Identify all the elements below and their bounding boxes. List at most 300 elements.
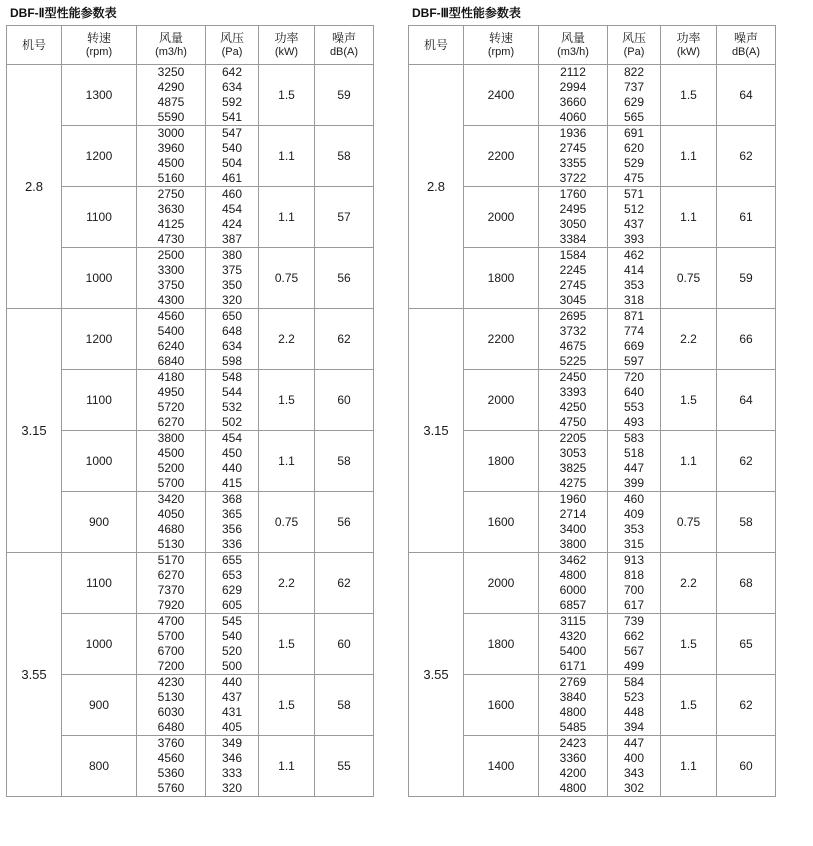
table-row <box>7 431 374 492</box>
flow-value: 3722 <box>559 171 587 185</box>
pressure-value: 822 <box>623 65 645 79</box>
cell-noise: 62 <box>717 675 776 736</box>
header-flow: 风量 (m3/h) <box>137 26 206 65</box>
table-row <box>409 65 776 126</box>
pressure-value: 462 <box>623 248 645 262</box>
table-row <box>7 675 374 736</box>
perf-table-panel-1 <box>6 4 391 797</box>
cell-rpm: 1000 <box>62 248 137 309</box>
cell-pressure <box>608 126 661 187</box>
pressure-value: 415 <box>221 476 243 490</box>
flow-value: 1584 <box>559 248 587 262</box>
cell-rpm: 1800 <box>464 614 539 675</box>
flow-value: 6840 <box>157 354 185 368</box>
table-row <box>409 675 776 736</box>
pressure-value: 598 <box>221 354 243 368</box>
flow-value: 3960 <box>157 141 185 155</box>
table-row <box>7 370 374 431</box>
pressure-value: 336 <box>221 537 243 551</box>
pressure-value: 346 <box>221 751 243 765</box>
pressure-value: 368 <box>221 492 243 506</box>
pressure-value: 393 <box>623 232 645 246</box>
flow-value: 4800 <box>559 705 587 719</box>
cell-model: 2.8 <box>7 65 62 309</box>
cell-flow <box>137 492 206 553</box>
cell-flow <box>539 614 608 675</box>
performance-table-1 <box>6 25 374 797</box>
cell-flow <box>539 309 608 370</box>
cell-flow <box>137 553 206 614</box>
cell-flow <box>539 431 608 492</box>
cell-power: 1.1 <box>259 431 315 492</box>
cell-flow <box>539 248 608 309</box>
cell-rpm: 1800 <box>464 431 539 492</box>
pressure-value: 584 <box>623 675 645 689</box>
pressure-value: 350 <box>221 278 243 292</box>
flow-value: 4180 <box>157 370 185 384</box>
cell-power: 1.5 <box>259 65 315 126</box>
pressure-value: 634 <box>221 80 243 94</box>
cell-pressure <box>608 675 661 736</box>
cell-flow <box>137 736 206 797</box>
cell-noise: 66 <box>717 309 776 370</box>
cell-pressure <box>206 370 259 431</box>
pressure-value: 512 <box>623 202 645 216</box>
flow-value: 2750 <box>157 187 185 201</box>
pressure-value: 356 <box>221 522 243 536</box>
table-row <box>409 492 776 553</box>
cell-noise: 64 <box>717 65 776 126</box>
flow-value: 7200 <box>157 659 185 673</box>
cell-pressure <box>608 370 661 431</box>
cell-noise: 58 <box>717 492 776 553</box>
pressure-value: 499 <box>623 659 645 673</box>
table-header-2 <box>409 26 776 65</box>
cell-rpm: 1400 <box>464 736 539 797</box>
pressure-value: 504 <box>221 156 243 170</box>
pressure-value: 529 <box>623 156 645 170</box>
pressure-value: 532 <box>221 400 243 414</box>
pressure-value: 493 <box>623 415 645 429</box>
cell-noise: 68 <box>717 553 776 614</box>
cell-model: 3.55 <box>409 553 464 797</box>
table-row <box>7 187 374 248</box>
cell-model: 3.15 <box>409 309 464 553</box>
cell-power: 1.5 <box>661 370 717 431</box>
cell-flow <box>539 187 608 248</box>
flow-value: 2423 <box>559 736 587 750</box>
cell-noise: 56 <box>315 492 374 553</box>
flow-value: 4125 <box>157 217 185 231</box>
flow-value: 4500 <box>157 156 185 170</box>
pressure-value: 518 <box>623 446 645 460</box>
flow-value: 3393 <box>559 385 587 399</box>
flow-value: 4290 <box>157 80 185 94</box>
cell-pressure <box>608 553 661 614</box>
cell-power: 0.75 <box>259 248 315 309</box>
pressure-value: 394 <box>623 720 645 734</box>
flow-value: 3400 <box>559 522 587 536</box>
cell-power: 1.5 <box>259 614 315 675</box>
flow-value: 3800 <box>157 431 185 445</box>
table-row <box>7 553 374 614</box>
pressure-value: 448 <box>623 705 645 719</box>
header-noise: 噪声 dB(A) <box>717 26 776 65</box>
header-pressure: 风压 (Pa) <box>608 26 661 65</box>
table-row <box>409 614 776 675</box>
flow-value: 6700 <box>157 644 185 658</box>
cell-pressure <box>206 492 259 553</box>
pressure-value: 399 <box>623 476 645 490</box>
cell-rpm: 800 <box>62 736 137 797</box>
flow-value: 3000 <box>157 126 185 140</box>
pressure-value: 605 <box>221 598 243 612</box>
cell-noise: 62 <box>315 553 374 614</box>
flow-value: 5485 <box>559 720 587 734</box>
cell-model: 3.55 <box>7 553 62 797</box>
flow-value: 3750 <box>157 278 185 292</box>
flow-value: 3053 <box>559 446 587 460</box>
cell-pressure <box>206 675 259 736</box>
cell-noise: 62 <box>717 126 776 187</box>
pressure-value: 302 <box>623 781 645 795</box>
table-row <box>409 126 776 187</box>
pressure-value: 565 <box>623 110 645 124</box>
header-power: 功率 (kW) <box>661 26 717 65</box>
cell-noise: 56 <box>315 248 374 309</box>
cell-pressure <box>608 309 661 370</box>
flow-value: 5225 <box>559 354 587 368</box>
cell-noise: 57 <box>315 187 374 248</box>
table-row <box>7 492 374 553</box>
flow-value: 2245 <box>559 263 587 277</box>
panel-title-2: DBF-Ⅲ型性能参数表 <box>412 6 521 20</box>
pressure-value: 365 <box>221 507 243 521</box>
flow-value: 4750 <box>559 415 587 429</box>
flow-value: 3800 <box>559 537 587 551</box>
flow-value: 5700 <box>157 476 185 490</box>
flow-value: 4300 <box>157 293 185 307</box>
pressure-value: 375 <box>221 263 243 277</box>
flow-value: 5200 <box>157 461 185 475</box>
cell-rpm: 1100 <box>62 370 137 431</box>
cell-noise: 60 <box>315 614 374 675</box>
cell-rpm: 1300 <box>62 65 137 126</box>
cell-power: 1.5 <box>661 614 717 675</box>
cell-power: 2.2 <box>259 309 315 370</box>
flow-value: 2994 <box>559 80 587 94</box>
table-body-2 <box>409 65 776 797</box>
cell-power: 1.5 <box>259 675 315 736</box>
cell-noise: 64 <box>717 370 776 431</box>
pressure-value: 450 <box>221 446 243 460</box>
table-row <box>7 736 374 797</box>
flow-value: 6171 <box>559 659 587 673</box>
flow-value: 5160 <box>157 171 185 185</box>
cell-power: 1.1 <box>661 431 717 492</box>
flow-value: 4560 <box>157 751 185 765</box>
table-row <box>7 126 374 187</box>
pressure-value: 583 <box>623 431 645 445</box>
cell-power: 0.75 <box>259 492 315 553</box>
pressure-value: 640 <box>623 385 645 399</box>
flow-value: 3250 <box>157 65 185 79</box>
cell-flow <box>137 370 206 431</box>
pressure-value: 540 <box>221 629 243 643</box>
cell-noise: 62 <box>717 431 776 492</box>
cell-noise: 61 <box>717 187 776 248</box>
flow-value: 5590 <box>157 110 185 124</box>
cell-noise: 58 <box>315 675 374 736</box>
cell-power: 2.2 <box>661 553 717 614</box>
cell-noise: 59 <box>315 65 374 126</box>
cell-power: 1.1 <box>661 736 717 797</box>
cell-flow <box>539 126 608 187</box>
flow-value: 4275 <box>559 476 587 490</box>
cell-pressure <box>608 65 661 126</box>
cell-noise: 58 <box>315 126 374 187</box>
flow-value: 3630 <box>157 202 185 216</box>
pressure-value: 454 <box>221 431 243 445</box>
flow-value: 5760 <box>157 781 185 795</box>
cell-rpm: 1200 <box>62 309 137 370</box>
pressure-value: 739 <box>623 614 645 628</box>
flow-value: 4730 <box>157 232 185 246</box>
pressure-value: 553 <box>623 400 645 414</box>
table-row <box>409 553 776 614</box>
pressure-value: 540 <box>221 141 243 155</box>
cell-rpm: 2200 <box>464 126 539 187</box>
header-pressure: 风压 (Pa) <box>206 26 259 65</box>
pressure-value: 500 <box>221 659 243 673</box>
cell-rpm: 1100 <box>62 187 137 248</box>
cell-pressure <box>206 65 259 126</box>
cell-rpm: 900 <box>62 492 137 553</box>
flow-value: 5170 <box>157 553 185 567</box>
pressure-value: 460 <box>221 187 243 201</box>
cell-rpm: 1600 <box>464 492 539 553</box>
pressure-value: 700 <box>623 583 645 597</box>
panel-title-1: DBF-Ⅱ型性能参数表 <box>10 6 117 20</box>
flow-value: 3462 <box>559 553 587 567</box>
cell-rpm: 2000 <box>464 553 539 614</box>
flow-value: 4560 <box>157 309 185 323</box>
flow-value: 4500 <box>157 446 185 460</box>
pressure-value: 662 <box>623 629 645 643</box>
pressure-value: 318 <box>623 293 645 307</box>
flow-value: 4800 <box>559 781 587 795</box>
flow-value: 5700 <box>157 629 185 643</box>
flow-value: 6480 <box>157 720 185 734</box>
cell-power: 1.5 <box>661 65 717 126</box>
flow-value: 3360 <box>559 751 587 765</box>
pressure-value: 315 <box>623 537 645 551</box>
flow-value: 1760 <box>559 187 587 201</box>
cell-rpm: 1600 <box>464 675 539 736</box>
pressure-value: 400 <box>623 751 645 765</box>
flow-value: 3760 <box>157 736 185 750</box>
table-row <box>409 309 776 370</box>
cell-noise: 62 <box>315 309 374 370</box>
table-row <box>7 65 374 126</box>
pressure-value: 653 <box>221 568 243 582</box>
pressure-value: 502 <box>221 415 243 429</box>
flow-value: 3732 <box>559 324 587 338</box>
cell-flow <box>539 553 608 614</box>
pressure-value: 571 <box>623 187 645 201</box>
pressure-value: 424 <box>221 217 243 231</box>
cell-rpm: 1000 <box>62 431 137 492</box>
pressure-value: 460 <box>623 492 645 506</box>
flow-value: 3355 <box>559 156 587 170</box>
flow-value: 6000 <box>559 583 587 597</box>
cell-flow <box>137 614 206 675</box>
pressure-value: 333 <box>221 766 243 780</box>
flow-value: 4200 <box>559 766 587 780</box>
cell-flow <box>539 492 608 553</box>
table-row <box>409 248 776 309</box>
cell-power: 1.1 <box>259 126 315 187</box>
cell-rpm: 1800 <box>464 248 539 309</box>
flow-value: 1960 <box>559 492 587 506</box>
cell-pressure <box>608 736 661 797</box>
flow-value: 3300 <box>157 263 185 277</box>
cell-pressure <box>206 309 259 370</box>
pressure-value: 592 <box>221 95 243 109</box>
pressure-value: 597 <box>623 354 645 368</box>
header-rpm: 转速 (rpm) <box>62 26 137 65</box>
pressure-value: 620 <box>623 141 645 155</box>
header-power: 功率 (kW) <box>259 26 315 65</box>
table-row <box>409 370 776 431</box>
cell-pressure <box>206 431 259 492</box>
cell-pressure <box>206 187 259 248</box>
cell-pressure <box>206 736 259 797</box>
flow-value: 3045 <box>559 293 587 307</box>
pressure-value: 523 <box>623 690 645 704</box>
cell-flow <box>137 126 206 187</box>
pressure-value: 691 <box>623 126 645 140</box>
cell-noise: 60 <box>315 370 374 431</box>
pressure-value: 454 <box>221 202 243 216</box>
cell-noise: 59 <box>717 248 776 309</box>
flow-value: 3840 <box>559 690 587 704</box>
cell-power: 1.1 <box>259 736 315 797</box>
flow-value: 4950 <box>157 385 185 399</box>
perf-table-panel-2 <box>408 4 793 797</box>
cell-flow <box>137 431 206 492</box>
cell-pressure <box>206 614 259 675</box>
flow-value: 2745 <box>559 141 587 155</box>
header-rpm: 转速 (rpm) <box>464 26 539 65</box>
cell-rpm: 1100 <box>62 553 137 614</box>
cell-flow <box>539 370 608 431</box>
cell-flow <box>539 675 608 736</box>
pressure-value: 343 <box>623 766 645 780</box>
cell-power: 1.5 <box>259 370 315 431</box>
table-row <box>409 431 776 492</box>
flow-value: 3384 <box>559 232 587 246</box>
header-row <box>7 26 374 65</box>
cell-power: 1.1 <box>661 187 717 248</box>
table-row <box>7 248 374 309</box>
flow-value: 5400 <box>157 324 185 338</box>
cell-rpm: 2200 <box>464 309 539 370</box>
cell-flow <box>539 65 608 126</box>
cell-flow <box>137 65 206 126</box>
cell-power: 0.75 <box>661 492 717 553</box>
flow-value: 3420 <box>157 492 185 506</box>
table-row <box>7 309 374 370</box>
pressure-value: 353 <box>623 522 645 536</box>
pressure-value: 634 <box>221 339 243 353</box>
flow-value: 2205 <box>559 431 587 445</box>
pressure-value: 548 <box>221 370 243 384</box>
flow-value: 2112 <box>560 65 586 79</box>
pressure-value: 380 <box>221 248 243 262</box>
flow-value: 4875 <box>157 95 185 109</box>
flow-value: 5130 <box>157 537 185 551</box>
cell-pressure <box>608 492 661 553</box>
pressure-value: 650 <box>221 309 243 323</box>
cell-power: 0.75 <box>661 248 717 309</box>
pressure-value: 320 <box>221 293 243 307</box>
cell-model: 2.8 <box>409 65 464 309</box>
flow-value: 3825 <box>559 461 587 475</box>
pressure-value: 437 <box>623 217 645 231</box>
table-row <box>409 187 776 248</box>
cell-rpm: 900 <box>62 675 137 736</box>
cell-pressure <box>608 248 661 309</box>
cell-power: 1.1 <box>661 126 717 187</box>
pressure-value: 440 <box>221 461 243 475</box>
flow-value: 4060 <box>559 110 587 124</box>
flow-value: 4250 <box>559 400 587 414</box>
pressure-value: 440 <box>221 675 243 689</box>
pressure-value: 737 <box>623 80 645 94</box>
cell-rpm: 2000 <box>464 187 539 248</box>
cell-noise: 55 <box>315 736 374 797</box>
pressure-value: 353 <box>623 278 645 292</box>
cell-noise: 58 <box>315 431 374 492</box>
flow-value: 4680 <box>157 522 185 536</box>
flow-value: 5130 <box>157 690 185 704</box>
pressure-value: 320 <box>221 781 243 795</box>
flow-value: 4800 <box>559 568 587 582</box>
flow-value: 5400 <box>559 644 587 658</box>
cell-flow <box>137 187 206 248</box>
table-row <box>409 736 776 797</box>
flow-value: 2695 <box>559 309 587 323</box>
flow-value: 6030 <box>157 705 185 719</box>
pressure-value: 629 <box>623 95 645 109</box>
cell-power: 2.2 <box>259 553 315 614</box>
cell-model: 3.15 <box>7 309 62 553</box>
pressure-value: 461 <box>221 171 243 185</box>
flow-value: 6857 <box>559 598 587 612</box>
flow-value: 2714 <box>559 507 587 521</box>
header-noise: 噪声 dB(A) <box>315 26 374 65</box>
cell-rpm: 2400 <box>464 65 539 126</box>
pressure-value: 544 <box>221 385 243 399</box>
pressure-value: 913 <box>623 553 645 567</box>
performance-table-2 <box>408 25 776 797</box>
table-row <box>7 614 374 675</box>
cell-pressure <box>608 187 661 248</box>
flow-value: 5360 <box>157 766 185 780</box>
pressure-value: 669 <box>623 339 645 353</box>
flow-value: 4230 <box>157 675 185 689</box>
